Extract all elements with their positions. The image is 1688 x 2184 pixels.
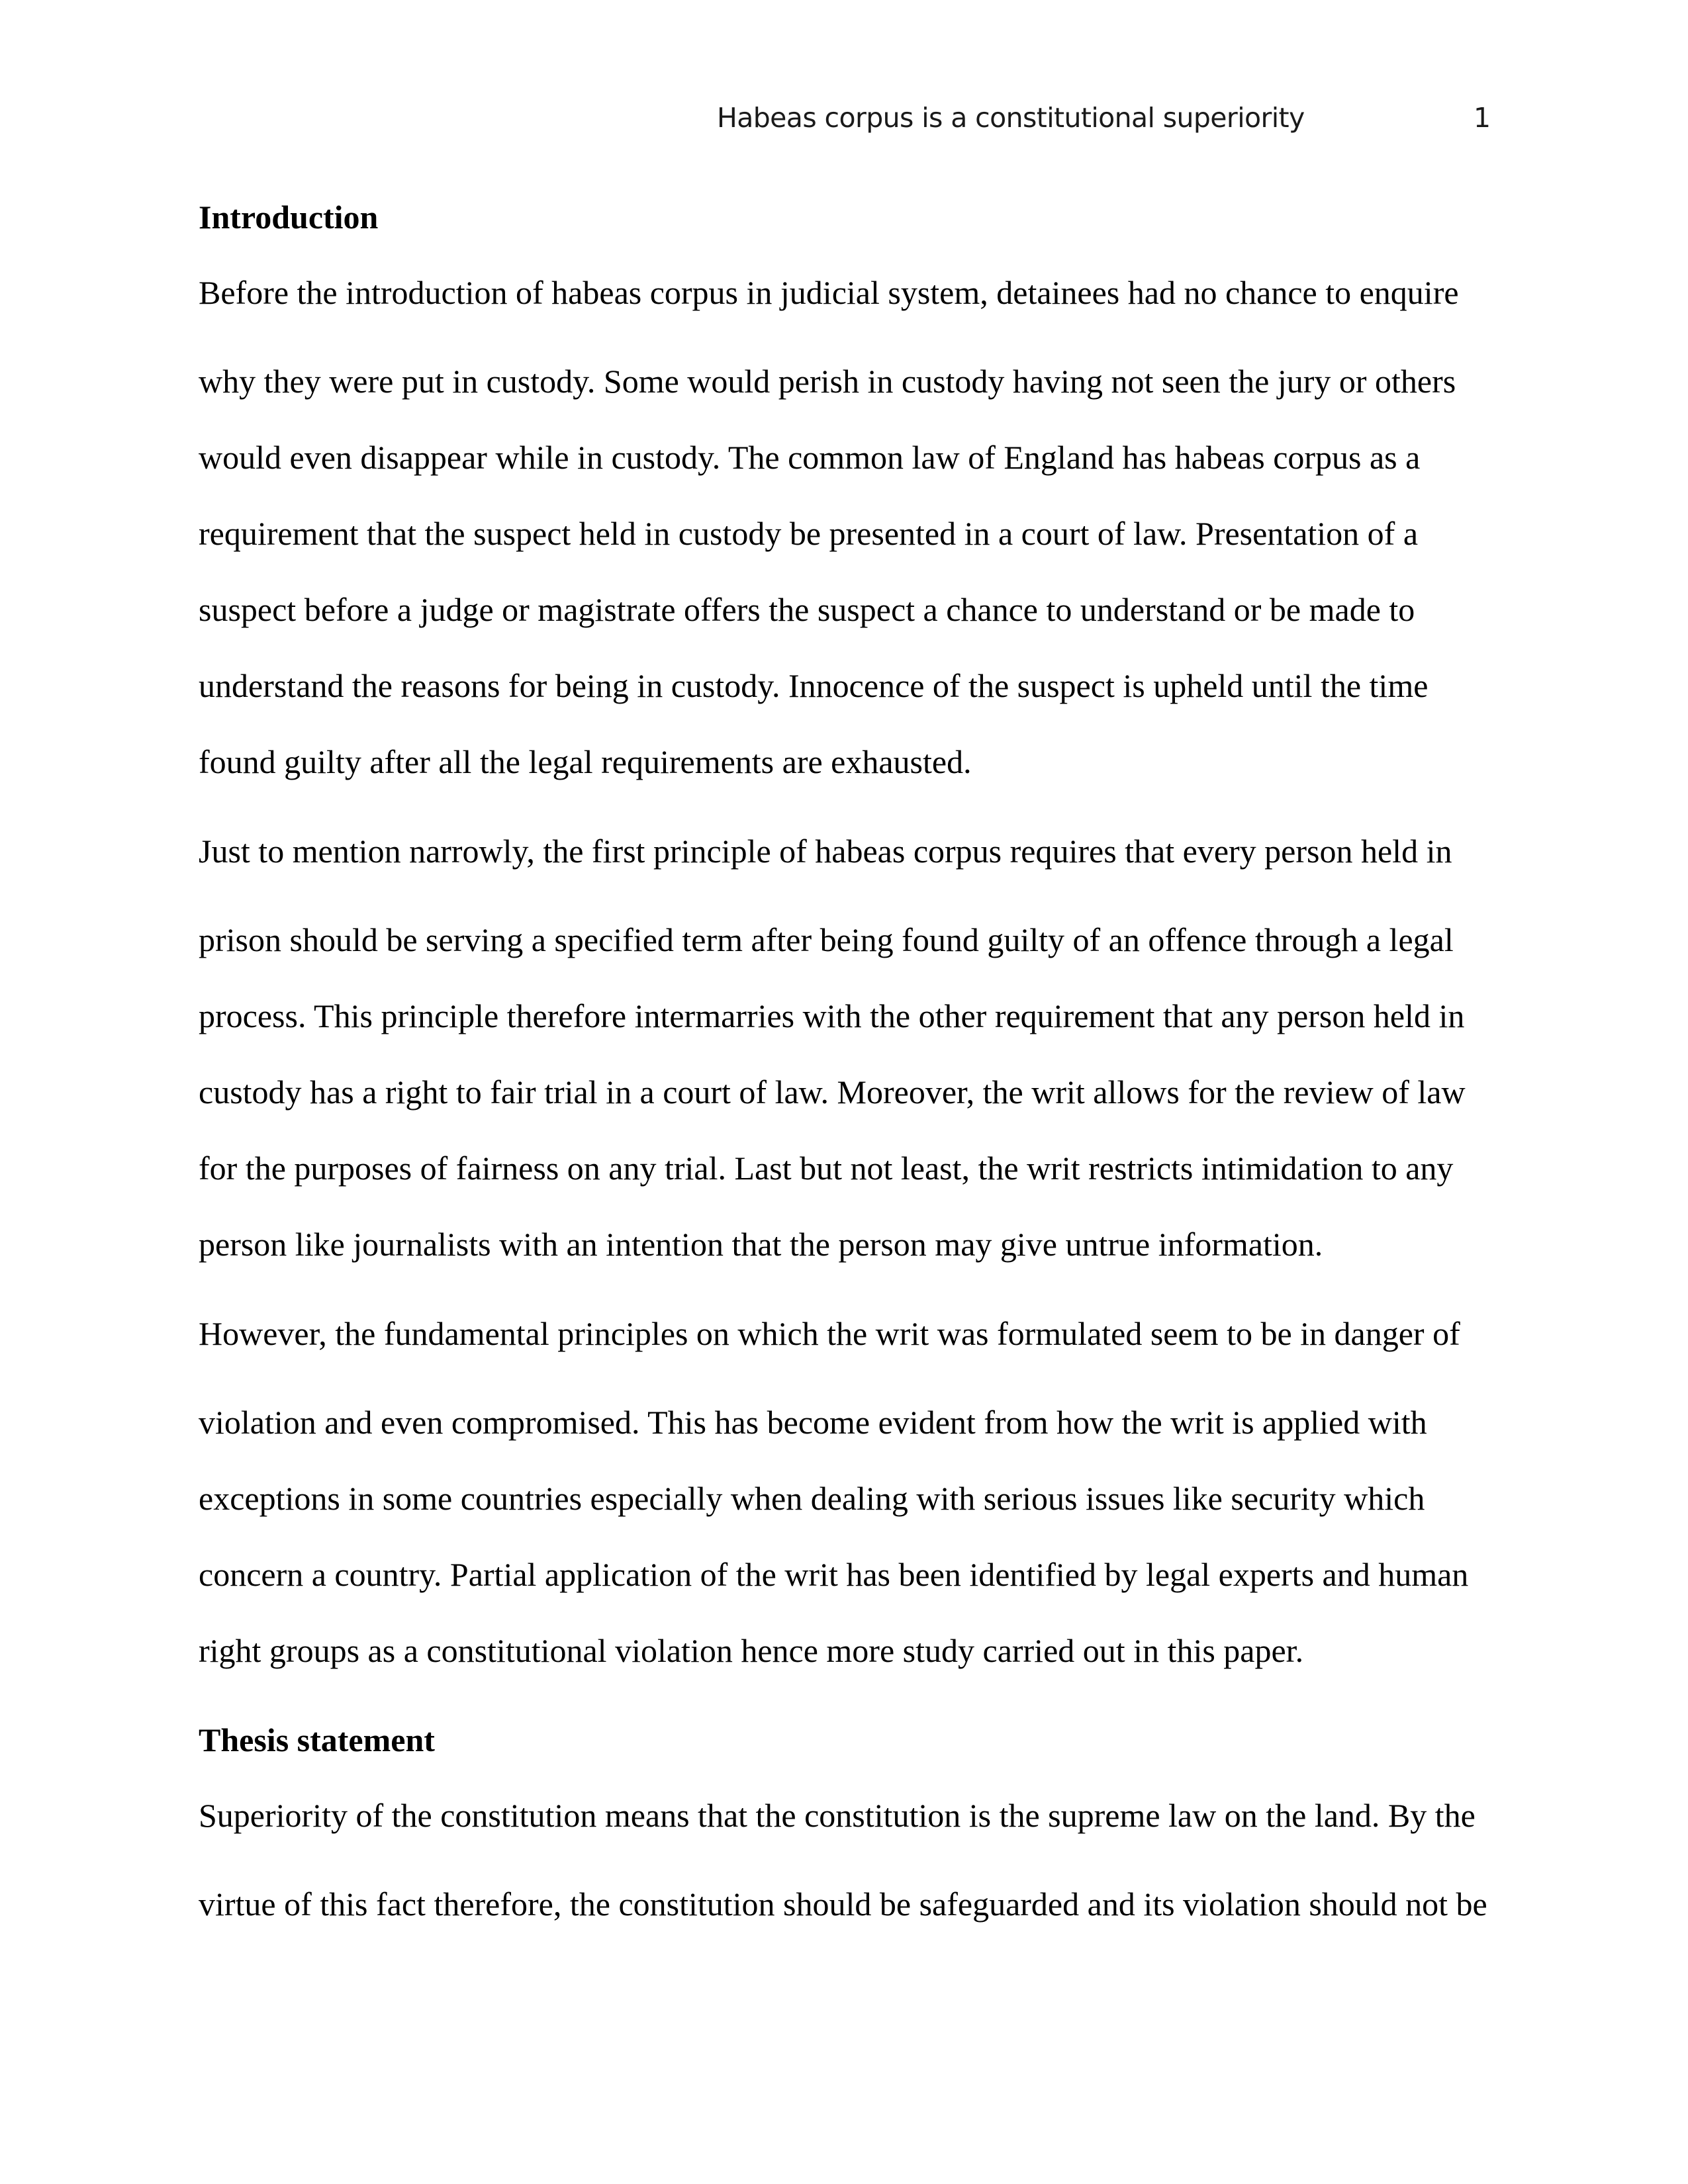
- text-line: suspect before a judge or magistrate offers the suspect a chance to understand or be made to: [199, 591, 1415, 628]
- text-line: However, the fundamental principles on which the writ was formulated seem to be in danger of: [199, 1315, 1460, 1352]
- text-line: found guilty after all the legal requirements are exhausted.: [199, 743, 972, 780]
- text-line: person like journalists with an intention that the person may give untrue information.: [199, 1226, 1323, 1263]
- text-line: process. This principle therefore intermarries with the other requirement that any person held in: [199, 997, 1465, 1034]
- document-body: [199, 192, 1496, 1942]
- paragraph: [199, 1308, 1496, 1689]
- text-line: why they were put in custody. Some would perish in custody having not seen the jury or others: [199, 363, 1456, 400]
- text-line: understand the reasons for being in custody. Innocence of the suspect is upheld until the time: [199, 667, 1429, 704]
- text-line: prison should be serving a specified term after being found guilty of an offence through a legal: [199, 921, 1454, 958]
- paragraph: [199, 1790, 1496, 1942]
- running-head-title: Habeas corpus is a constitutional superiority: [717, 102, 1305, 134]
- text-line: custody has a right to fair trial in a court of law. Moreover, the writ allows for the review of law: [199, 1073, 1466, 1111]
- text-line: for the purposes of fairness on any trial. Last but not least, the writ restricts intimidation to any: [199, 1150, 1454, 1187]
- text-line: violation and even compromised. This has become evident from how the writ is applied with: [199, 1404, 1427, 1441]
- section-heading-thesis-statement: Thesis statement: [199, 1721, 435, 1758]
- paragraph: [199, 267, 1496, 800]
- running-header: [0, 99, 1688, 146]
- text-line: Superiority of the constitution means that the constitution is the supreme law on the land. By the: [199, 1797, 1476, 1834]
- text-line: requirement that the suspect held in custody be presented in a court of law. Presentation of a: [199, 515, 1419, 552]
- page-number: 1: [1474, 102, 1491, 134]
- paragraph: [199, 826, 1496, 1283]
- text-line: Before the introduction of habeas corpus in judicial system, detainees had no chance to enquire: [199, 274, 1459, 311]
- section-heading-introduction: Introduction: [199, 199, 379, 236]
- text-line: would even disappear while in custody. The common law of England has habeas corpus as a: [199, 439, 1421, 476]
- text-line: exceptions in some countries especially when dealing with serious issues like security which: [199, 1480, 1425, 1517]
- text-line: Just to mention narrowly, the first principle of habeas corpus requires that every person held in: [199, 833, 1452, 870]
- text-line: right groups as a constitutional violation hence more study carried out in this paper.: [199, 1632, 1304, 1669]
- text-line: concern a country. Partial application of the writ has been identified by legal experts and human: [199, 1556, 1469, 1593]
- text-line: virtue of this fact therefore, the constitution should be safeguarded and its violation should not be: [199, 1886, 1487, 1923]
